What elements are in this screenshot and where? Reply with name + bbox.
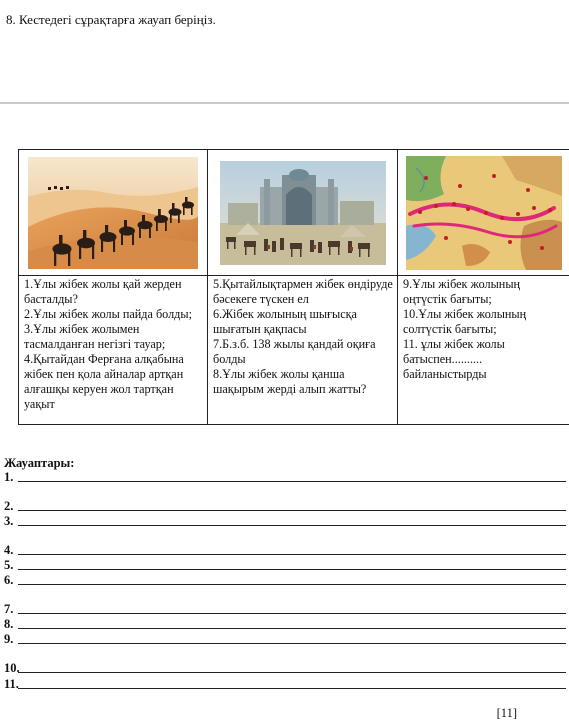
question-5: 5.Қытайлықтармен жібек өндіруде бәсекеге түскен ел: [213, 277, 393, 306]
questions-cell-1: [19, 276, 208, 425]
questions-table: [18, 149, 569, 425]
answer-line[interactable]: [18, 554, 566, 555]
table-cell-image-2: [208, 150, 398, 276]
answer-line[interactable]: [18, 481, 566, 482]
task-title: 8. Кестедегі сұрақтарға жауап беріңіз.: [6, 12, 216, 27]
answer-row-11[interactable]: [4, 677, 566, 691]
table-cell-image-1: [19, 150, 208, 276]
answer-number: 3.: [4, 514, 14, 528]
answer-row-7[interactable]: [4, 602, 566, 616]
answer-line[interactable]: [18, 643, 566, 644]
answer-row-5[interactable]: [4, 558, 566, 572]
question-2: 2.Ұлы жібек жолы пайда болды;: [24, 307, 192, 321]
answer-number: 2.: [4, 499, 14, 513]
ancient-city-caravan-image: [220, 161, 386, 265]
answer-row-6[interactable]: [4, 573, 566, 587]
camel-caravan-desert-image: [28, 157, 198, 269]
answers-label: Жауаптары:: [4, 456, 75, 470]
answer-line[interactable]: [18, 613, 566, 614]
answer-number: 1.: [4, 470, 14, 484]
answer-row-10[interactable]: [4, 661, 566, 675]
answer-number: 11.: [4, 677, 19, 691]
score-label: [11]: [496, 706, 517, 720]
answer-number: 6.: [4, 573, 14, 587]
answer-row-4[interactable]: [4, 543, 566, 557]
questions-cell-2: [208, 276, 398, 425]
silk-road-map-image: [406, 156, 562, 270]
answer-row-2[interactable]: [4, 499, 566, 513]
section-divider: [0, 102, 569, 104]
question-7: 7.Б.з.б. 138 жылы қандай оқиға болды: [213, 337, 376, 366]
answer-line[interactable]: [18, 525, 566, 526]
question-8: 8.Ұлы жібек жолы қанша шақырым жерді алып жатты?: [213, 367, 367, 396]
answer-line[interactable]: [18, 510, 566, 511]
answer-number: 10.: [4, 661, 20, 675]
question-9: 9.Ұлы жібек жолының оңтүстік бағыты;: [403, 277, 521, 306]
answer-row-1[interactable]: [4, 470, 566, 484]
answer-number: 8.: [4, 617, 14, 631]
answer-number: 5.: [4, 558, 14, 572]
answer-line[interactable]: [18, 584, 566, 585]
question-3: 3.Ұлы жібек жолымен тасмалданған негізгі тауар;: [24, 322, 166, 351]
question-11: 11. ұлы жібек жолы батыспен.......... байланыстырды: [403, 337, 505, 381]
answer-number: 4.: [4, 543, 14, 557]
answer-line[interactable]: [18, 628, 566, 629]
answer-number: 7.: [4, 602, 14, 616]
questions-cell-3: [398, 276, 569, 425]
answer-number: 9.: [4, 632, 14, 646]
question-10: 10.Ұлы жібек жолының солтүстік бағыты;: [403, 307, 527, 336]
table-cell-image-3: [398, 150, 569, 276]
answer-row-9[interactable]: [4, 632, 566, 646]
question-4: 4.Қытайдан Ферғана алқабына жібек пен қола айналар артқан алғашқы керуен жол тартқан уақыт: [24, 352, 184, 411]
question-6: 6.Жібек жолының шығысқа шығатын қақпасы: [213, 307, 357, 336]
answer-line[interactable]: [18, 569, 566, 570]
answer-line[interactable]: [18, 672, 566, 673]
question-1: 1.Ұлы жібек жолы қай жерден басталды?: [24, 277, 182, 306]
answer-row-3[interactable]: [4, 514, 566, 528]
answer-line[interactable]: [18, 688, 566, 689]
answer-row-8[interactable]: [4, 617, 566, 631]
